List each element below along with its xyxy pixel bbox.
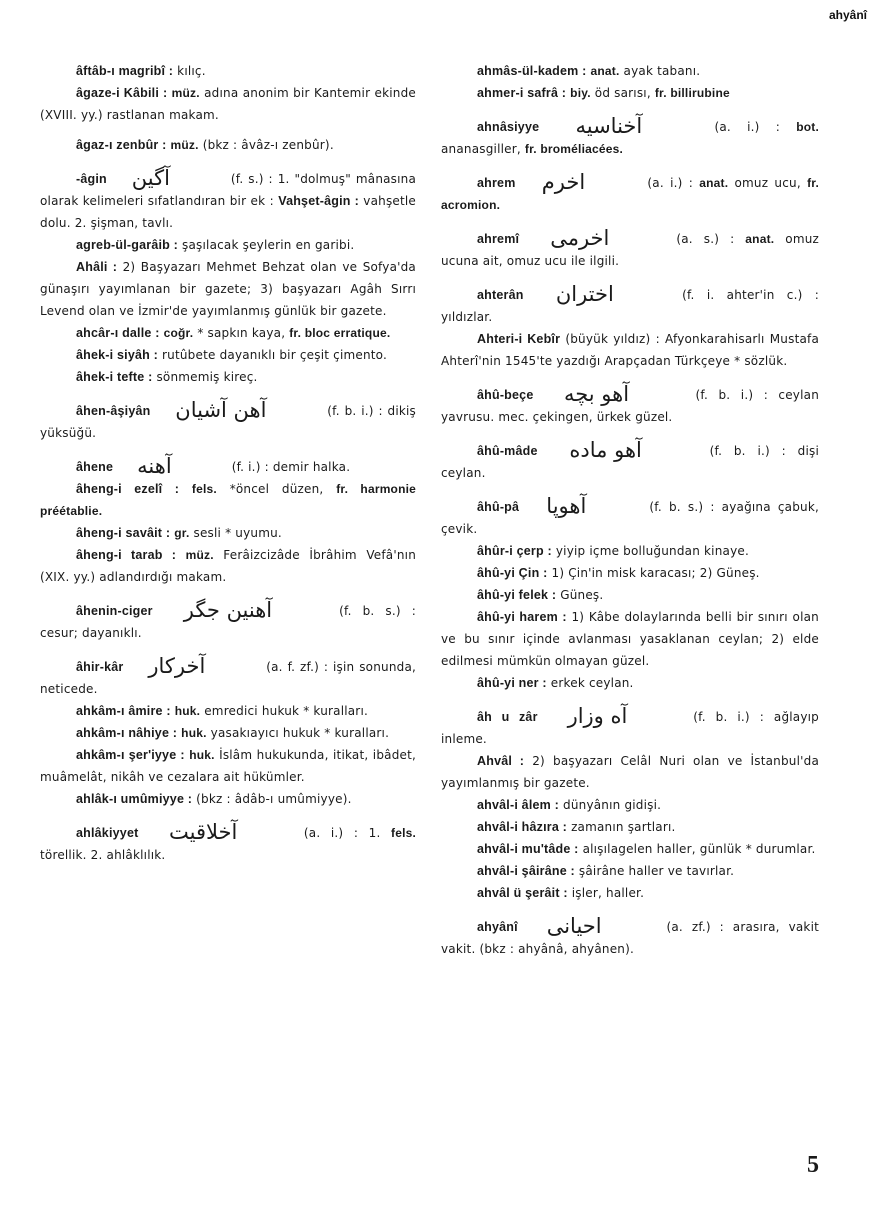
arabic-script: آهنه <box>137 454 172 478</box>
definition: (a. i.) : 1. <box>303 826 381 840</box>
headword: ahvâl-i hâzıra : <box>477 820 568 834</box>
headword: âhû-yi harem : <box>477 610 567 624</box>
headword: âhek-i siyâh : <box>76 348 158 362</box>
headword: ahremî <box>477 232 520 246</box>
entry-ahmas-ul-kadem <box>441 60 819 82</box>
field-tag: müz. <box>170 138 199 152</box>
headword: âh u zâr <box>477 710 538 724</box>
entry-ahyani <box>441 916 819 960</box>
definition: alışılagelen haller, günlük * durumlar. <box>582 842 816 856</box>
definition: (a. zf.) : arasıra, vakit vakit. (bkz : ahyânâ, ahyânen). <box>441 920 820 956</box>
arabic-script: آخلاقیت <box>169 820 238 844</box>
entry-agin <box>40 168 416 234</box>
definition: şâirâne haller ve tavırlar. <box>578 864 735 878</box>
entry-ahir-kar <box>40 656 416 700</box>
headword: âhen-âşiyân <box>76 404 151 418</box>
page-number: 5 <box>807 1152 819 1178</box>
definition: adına anonim bir Kantemir ekinde (XVIII. yy.) rastlanan makam. <box>40 86 417 122</box>
entry-ahali <box>40 256 416 322</box>
headword: âhû-yi felek : <box>477 588 557 602</box>
definition: (f. b. i.) : ceylan yavrusu. mec. çekingen, ürkek güzel. <box>441 388 819 424</box>
left-column <box>40 60 416 866</box>
definition: Güneş. <box>560 588 604 602</box>
definition: rutûbete dayanıklı bir çeşit çimento. <box>162 348 388 362</box>
field-tag: huk. <box>189 748 215 762</box>
field-tag: bot. <box>796 120 820 134</box>
field-tag: anat. <box>590 64 620 78</box>
headword: ahmer-i safrâ : <box>477 86 567 100</box>
entry-ahkam-i-seriyye <box>40 744 416 788</box>
entry-ahlakiyyet <box>40 822 416 866</box>
definition: İslâm hukukunda, itikat, ibâdet, muâmelât, nikâh ve cezalara ait hükümler. <box>40 748 417 784</box>
right-column <box>441 60 819 960</box>
arabic-script: آهو ماده <box>569 438 642 462</box>
definition: (f. b. s.) : cesur; dayanıklı. <box>40 604 417 640</box>
headword: ahlâk-ı umûmiyye : <box>76 792 193 806</box>
headword: Ahâli : <box>76 260 118 274</box>
entry-ahval-i-hazira <box>441 816 819 838</box>
definition: yiyip içme bolluğundan kinaye. <box>555 544 749 558</box>
headword: Ahvâl : <box>477 754 525 768</box>
field-tag: anat. <box>699 176 729 190</box>
entry-ahval-i-alem <box>441 794 819 816</box>
definition: (f. b. s.) : ayağına çabuk, çevik. <box>441 500 820 536</box>
headword: âftâb-ı magribî : <box>76 64 174 78</box>
headword: Ahteri-i Kebîr <box>477 332 561 346</box>
definition: (a. s.) : <box>676 232 735 246</box>
entry-ahek-i-tefte <box>40 366 416 388</box>
entry-ahnasiyye <box>441 116 819 160</box>
entry-ahmer-i-safra <box>441 82 819 104</box>
field-tag: huk. <box>174 704 201 718</box>
field-tag: fels. <box>391 826 417 840</box>
entry-ahu-bece <box>441 384 819 428</box>
entry-ahlak-i-umumiyye <box>40 788 416 810</box>
entry-ahval-i-sairane <box>441 860 819 882</box>
entry-ahkam-i-amire <box>40 700 416 722</box>
entry-agreb-ul-garaib <box>40 234 416 256</box>
entry-ahteran <box>441 284 819 328</box>
arabic-script: آخرکار <box>148 654 206 678</box>
entry-ahek-i-siyah <box>40 344 416 366</box>
field-tag: huk. <box>181 726 207 740</box>
entry-ahur-i-cerp <box>441 540 819 562</box>
headword: -âgin <box>76 172 107 186</box>
entry-aheng-i-tarab <box>40 544 416 588</box>
arabic-script: آهوپا <box>546 494 587 518</box>
arabic-script: آه وزار <box>567 704 628 728</box>
definition: öd sarısı, <box>594 86 651 100</box>
definition: 2) başyazarı Celâl Nuri olan ve İstanbul'da yayımlanmış bir gazete. <box>441 754 820 790</box>
headword: ahvâl ü şerâit : <box>477 886 568 900</box>
headword: ahrem <box>477 176 516 190</box>
arabic-script: اختران <box>555 282 614 306</box>
headword: âhû-yi ner : <box>477 676 547 690</box>
definition: şaşılacak şeylerin en garibi. <box>182 238 355 252</box>
definition: sönmemiş kireç. <box>156 370 258 384</box>
definition: yasakıayıcı hukuk * kuralları. <box>210 726 390 740</box>
entry-ahrem <box>441 172 819 216</box>
entry-ah-u-zar <box>441 706 819 750</box>
definition: (büyük yıldız) : Afyonkarahisarlı Mustafa Ahterî'nin 1545'te yazdığı Arapçadan Türkçeye * sözlük. <box>441 332 820 368</box>
definition: (a. i.) : <box>714 120 780 134</box>
definition: erkek ceylan. <box>550 676 634 690</box>
arabic-script: آهو بچه <box>563 382 630 406</box>
definition-continued: omuz ucu, <box>734 176 801 190</box>
definition-continued: vahşetle dolu. 2. şişman, tavlı. <box>40 194 417 230</box>
definition-continued: omuz ucuna ait, omuz ucu ile ilgili. <box>441 232 820 268</box>
entry-ahu-yi-cin <box>441 562 819 584</box>
headword: ahkâm-ı âmire : <box>76 704 171 718</box>
running-header: ahyânî <box>828 8 867 22</box>
arabic-script: آهنین جگر <box>183 598 273 622</box>
entry-ahu-made <box>441 440 819 484</box>
headword: ahvâl-i âlem : <box>477 798 559 812</box>
arabic-script: آخناسیه <box>575 114 643 138</box>
definition: zamanın şartları. <box>571 820 676 834</box>
definition: (a. f. zf.) : işin sonunda, neticede. <box>40 660 417 696</box>
entry-ahu-pa <box>441 496 819 540</box>
definition: * sapkın kaya, <box>197 326 286 340</box>
entry-ahu-yi-harem <box>441 606 819 672</box>
field-tag: müz. <box>171 86 200 100</box>
headword: âhû-pâ <box>477 500 520 514</box>
definition: 2) Başyazarı Mehmet Behzat olan ve Sofya'da günaşırı yayımlanan bir gazete; 3) başyazarı Agâh Sırrı Levend olan ve İzmir'de yayımlanmış günlük bir gazete. <box>40 260 416 318</box>
arabic-script: اخرمی <box>550 226 610 250</box>
headword: ahvâl-i şâirâne : <box>477 864 575 878</box>
field-tag: gr. <box>174 526 190 540</box>
definition: 1) Kâbe dolaylarında belli bir sınırı olan ve bu sınır içinde avlanması yasaklanan ceylan; 2) elde edilmesi mümkün olmayan güzel. <box>441 610 819 668</box>
entry-aheng-i-savait <box>40 522 416 544</box>
entry-agaz-i-zenbur <box>40 134 416 156</box>
headword: âhû-beçe <box>477 388 534 402</box>
headword: ahcâr-ı dalle : <box>76 326 160 340</box>
headword: ahkâm-ı şer'iyye : <box>76 748 185 762</box>
definition: dünyânın gidişi. <box>563 798 662 812</box>
entry-ahval-u-serait <box>441 882 819 904</box>
french-equivalent: fr. billirubine <box>654 86 730 100</box>
arabic-script: اخرم <box>541 170 586 194</box>
headword: ahterân <box>477 288 524 302</box>
headword: ahkâm-ı nâhiye : <box>76 726 178 740</box>
definition: kılıç. <box>177 64 206 78</box>
definition: (f. i.) : demir halka. <box>231 460 351 474</box>
entry-ahen-asiyan <box>40 400 416 444</box>
definition: işler, haller. <box>571 886 645 900</box>
headword: âheng-i ezelî : <box>76 482 180 496</box>
entry-ahcar-i-dalle <box>40 322 416 344</box>
definition: (f. b. i.) : dişi ceylan. <box>441 444 820 480</box>
definition-continued: törellik. 2. ahlâklılık. <box>40 848 166 862</box>
definition: emredici hukuk * kuralları. <box>204 704 368 718</box>
headword: ahvâl-i mu'tâde : <box>477 842 579 856</box>
entry-ahteri-i-kebir <box>441 328 819 372</box>
entry-ahu-yi-ner <box>441 672 819 694</box>
field-tag: coğr. <box>163 326 194 340</box>
field-tag: müz. <box>185 548 214 562</box>
field-tag: anat. <box>745 232 775 246</box>
headword: âhû-yi Çin : <box>477 566 548 580</box>
headword: âhir-kâr <box>76 660 124 674</box>
definition: sesli * uyumu. <box>193 526 282 540</box>
subentry-headword: Vahşet-âgin : <box>278 194 359 208</box>
arabic-script: احیانی <box>546 914 602 938</box>
field-tag: fels. <box>191 482 217 496</box>
definition: (f. b. i.) : ağlayıp inleme. <box>441 710 819 746</box>
entry-ahval-i-mutade <box>441 838 819 860</box>
arabic-script: آگین <box>131 166 170 190</box>
definition: (f. b. i.) : dikiş yüksüğü. <box>40 404 417 440</box>
headword: ahlâkiyyet <box>76 826 139 840</box>
headword: âheng-i savâit : <box>76 526 171 540</box>
entry-ahval <box>441 750 819 794</box>
entry-ahu-yi-felek <box>441 584 819 606</box>
definition: (f. s.) : 1. "dolmuş" mânasına olarak kelimeleri sıfatlandıran bir ek : <box>40 172 417 208</box>
french-equivalent: fr. harmonie préétablie. <box>40 482 417 518</box>
headword: âhek-i tefte : <box>76 370 153 384</box>
headword: âheng-i tarab : <box>76 548 177 562</box>
definition: ayak tabanı. <box>623 64 701 78</box>
headword: agreb-ül-garâib : <box>76 238 179 252</box>
headword: âhenin-ciger <box>76 604 153 618</box>
headword: ahyânî <box>477 920 518 934</box>
entry-agaze-i-kabili <box>40 82 416 126</box>
definition: (a. i.) : <box>647 176 693 190</box>
french-equivalent: fr. acromion. <box>441 176 820 212</box>
entry-aheng-i-ezeli <box>40 478 416 522</box>
field-tag: biy. <box>570 86 591 100</box>
definition: (f. i. ahter'in c.) : yıldızlar. <box>441 288 819 324</box>
arabic-script: آهن آشیان <box>175 398 267 422</box>
definition-continued: ananasgiller, <box>441 142 521 156</box>
french-equivalent: fr. bloc erratique. <box>289 326 391 340</box>
headword: âgaze-i Kâbili : <box>76 86 168 100</box>
french-equivalent: fr. broméliacées. <box>524 142 624 156</box>
headword: âhûr-i çerp : <box>477 544 552 558</box>
headword: ahmâs-ül-kadem : <box>477 64 587 78</box>
definition: (bkz : âdâb-ı umûmiyye). <box>196 792 352 806</box>
headword: âhene <box>76 460 114 474</box>
headword: ahnâsiyye <box>477 120 540 134</box>
entry-ahkam-i-nahiye <box>40 722 416 744</box>
entry-aftab-i-magribi <box>40 60 416 82</box>
headword: âgaz-ı zenbûr : <box>76 138 167 152</box>
headword: âhû-mâde <box>477 444 538 458</box>
entry-ahremi <box>441 228 819 272</box>
entry-ahene <box>40 456 416 478</box>
definition: *öncel düzen, <box>229 482 324 496</box>
entry-ahenin-ciger <box>40 600 416 644</box>
definition: (bkz : âvâz-ı zenbûr). <box>202 138 334 152</box>
definition: 1) Çin'in misk karacası; 2) Güneş. <box>551 566 760 580</box>
definition: Ferâizcizâde İbrâhim Vefâ'nın (XIX. yy.) adlandırdığı makam. <box>40 548 417 584</box>
